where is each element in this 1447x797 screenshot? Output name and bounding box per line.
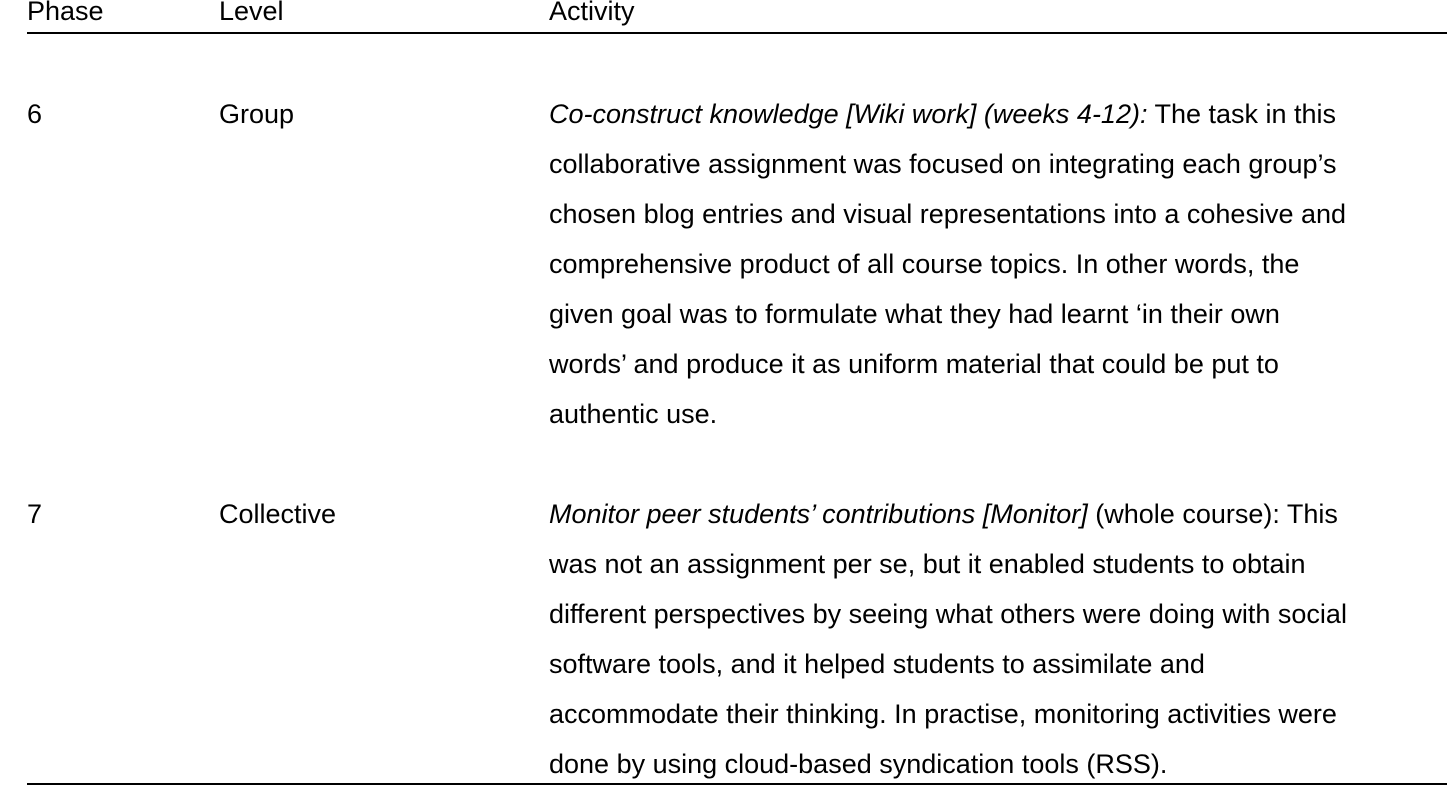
header-activity: Activity xyxy=(549,0,635,26)
activity-line xyxy=(549,89,1447,139)
activity-line: software tools, and it helped students to assimilate and xyxy=(549,649,1205,679)
activity-title: Co-construct knowledge [Wiki work] (weeks 4-12): xyxy=(549,99,1148,129)
activity-line: words’ and produce it as uniform material that could be put to xyxy=(549,349,1279,379)
activity-line: chosen blog entries and visual representations into a cohesive and xyxy=(549,199,1347,229)
activity-line: given goal was to formulate what they had learnt ‘in their own xyxy=(549,299,1280,329)
activity-line xyxy=(549,489,1447,539)
phase-cell: 6 xyxy=(27,99,43,129)
activity-text: The task in this xyxy=(1147,99,1337,129)
header-rule xyxy=(27,32,1447,34)
table-bottom-rule xyxy=(27,783,1447,785)
level-cell: Group xyxy=(219,99,295,129)
table-header-row xyxy=(0,0,1447,33)
header-phase: Phase xyxy=(27,0,104,26)
activity-title: Monitor peer students’ contributions [Monitor] xyxy=(549,499,1088,529)
activity-line: was not an assignment per se, but it enabled students to obtain xyxy=(549,549,1306,579)
activity-text: (whole course): This xyxy=(1087,499,1338,529)
activity-line: accommodate their thinking. In practise, monitoring activities were xyxy=(549,699,1337,729)
activity-line: done by using cloud-based syndication tools (RSS). xyxy=(549,749,1168,779)
activity-cell xyxy=(549,489,1447,789)
activity-line: authentic use. xyxy=(549,399,718,429)
phase-cell: 7 xyxy=(27,499,43,529)
activity-cell xyxy=(549,89,1447,439)
level-cell: Collective xyxy=(219,499,337,529)
header-level: Level xyxy=(219,0,284,26)
activity-line: collaborative assignment was focused on integrating each group’s xyxy=(549,149,1337,179)
activity-line: comprehensive product of all course topics. In other words, the xyxy=(549,249,1300,279)
activity-line: different perspectives by seeing what others were doing with social xyxy=(549,599,1347,629)
